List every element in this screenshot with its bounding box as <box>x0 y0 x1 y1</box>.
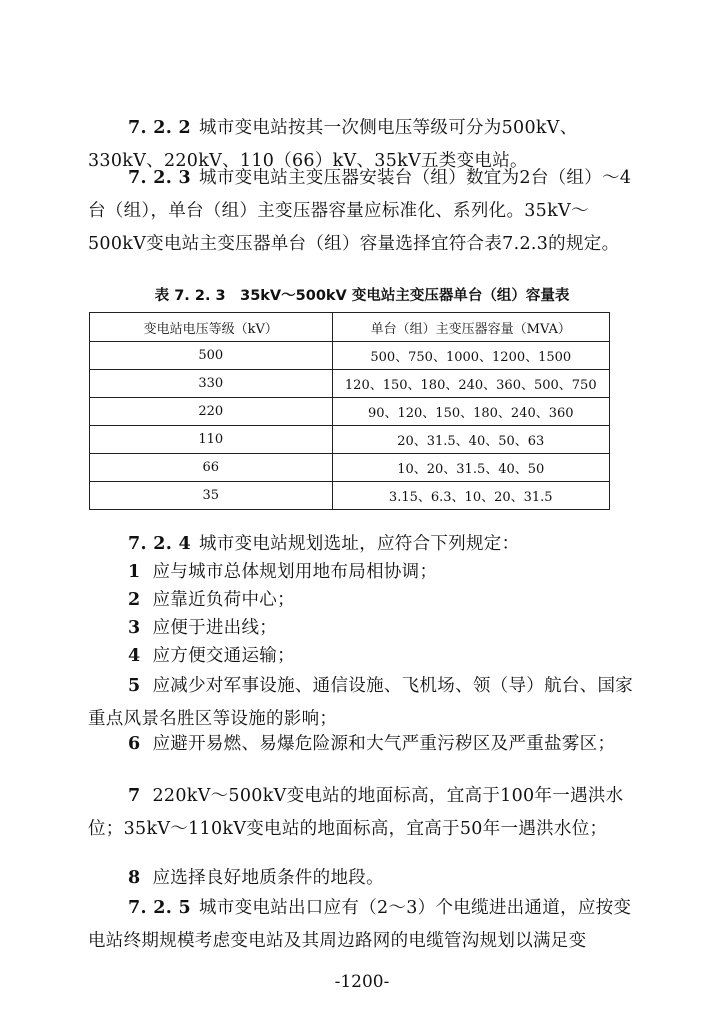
header-voltage: 变电站电压等级（kV） <box>90 313 333 342</box>
clause-text: 城市变电站出口应有（2～3）个电缆进出通道，应按变电站终期规模考虑变电站及其周边路网的电缆管沟规划以满足变 <box>88 898 632 951</box>
voltage-cell: 110 <box>90 426 333 454</box>
clause-number: 7. 2. 5 <box>128 898 191 918</box>
item-text: 应靠近负荷中心； <box>152 590 295 610</box>
table-row <box>90 426 610 454</box>
voltage-cell: 500 <box>90 342 333 370</box>
table-row <box>90 454 610 482</box>
item-number: 3 <box>128 618 141 638</box>
table-row <box>90 342 610 370</box>
list-item <box>88 728 636 761</box>
voltage-cell: 35 <box>90 482 333 510</box>
item-number: 2 <box>128 590 141 610</box>
item-text: 应便于进出线； <box>152 618 278 638</box>
item-text: 应避开易燃、易爆危险源和大气严重污秽区及严重盐雾区； <box>152 734 616 754</box>
clause-text: 城市变电站规划选址，应符合下列规定： <box>199 534 520 554</box>
item-number: 4 <box>128 646 141 666</box>
table-row <box>90 398 610 426</box>
capacity-cell: 20、31.5、40、50、63 <box>332 426 609 454</box>
list-item <box>88 640 636 673</box>
list-item <box>88 670 636 736</box>
capacity-table <box>89 312 610 510</box>
item-text: 220kV～500kV变电站的地面标高，宜高于100年一遇洪水位；35kV～110kV变电站的地面标高，宜高于50年一遇洪水位； <box>88 786 624 839</box>
clause-text: 城市变电站按其一次侧电压等级可分为500kV、330kV、220kV、110（66）kV、35kV五类变电站。 <box>88 118 578 171</box>
clause-number: 7. 2. 2 <box>128 118 191 138</box>
item-number: 8 <box>128 868 141 888</box>
item-number: 1 <box>128 562 141 582</box>
item-text: 应方便交通运输； <box>152 646 295 666</box>
table-header-row <box>90 313 610 342</box>
capacity-cell: 90、120、150、180、240、360 <box>332 398 609 426</box>
clause-7-2-5 <box>88 892 636 958</box>
table-row <box>90 370 610 398</box>
clause-text: 城市变电站主变压器安装台（组）数宜为2台（组）～4台（组），单台（组）主变压器容量应标准化、系列化。35kV～500kV变电站主变压器单台（组）容量选择宜符合表7.2.3的规定。 <box>88 168 632 254</box>
item-text: 应与城市总体规划用地布局相协调； <box>152 562 438 582</box>
item-number: 6 <box>128 734 141 754</box>
clause-number: 7. 2. 4 <box>128 534 191 554</box>
clause-7-2-3 <box>88 162 636 261</box>
item-number: 5 <box>128 676 141 696</box>
capacity-cell: 500、750、1000、1200、1500 <box>332 342 609 370</box>
table-row <box>90 482 610 510</box>
item-number: 7 <box>128 786 141 806</box>
list-item <box>88 780 636 846</box>
capacity-cell: 10、20、31.5、40、50 <box>332 454 609 482</box>
capacity-cell: 3.15、6.3、10、20、31.5 <box>332 482 609 510</box>
item-text: 应选择良好地质条件的地段。 <box>152 868 384 888</box>
header-capacity: 单台（组）主变压器容量（MVA） <box>332 313 609 342</box>
item-text: 应减少对军事设施、通信设施、飞机场、领（导）航台、国家重点风景名胜区等设施的影响； <box>88 676 634 729</box>
voltage-cell: 66 <box>90 454 333 482</box>
list-item <box>88 862 636 895</box>
voltage-cell: 220 <box>90 398 333 426</box>
capacity-cell: 120、150、180、240、360、500、750 <box>332 370 609 398</box>
table-caption: 表 7. 2. 3 35kV～500kV 变电站主变压器单台（组）容量表 <box>154 288 570 304</box>
voltage-cell: 330 <box>90 370 333 398</box>
page-number: -1200- <box>334 972 390 992</box>
clause-number: 7. 2. 3 <box>128 168 191 188</box>
